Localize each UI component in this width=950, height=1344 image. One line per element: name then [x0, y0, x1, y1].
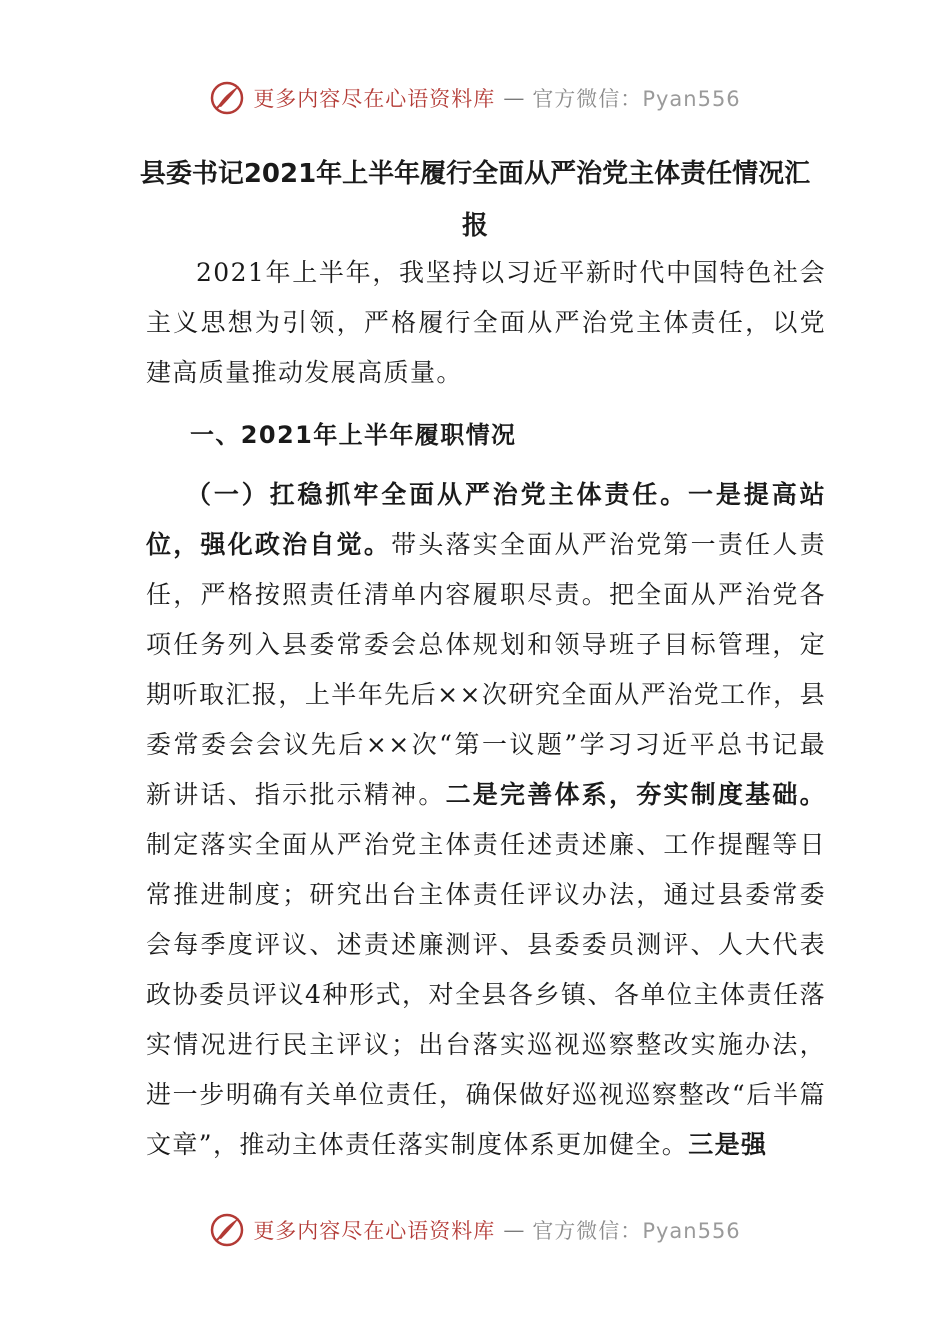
point-2-title: 二是完善体系，夯实制度基础。: [445, 780, 826, 809]
title-line-2: 报: [461, 211, 488, 241]
subsection-heading: （一）扛稳抓牢全面从严治党主体责任。: [186, 480, 689, 509]
quill-logo-icon: [209, 1212, 245, 1248]
point-1-title: 一是提高站位，强化政治自觉。: [146, 480, 826, 559]
watermark-dash: —: [503, 86, 525, 110]
body-paragraph: [146, 470, 826, 1170]
section-heading: 一、2021年上半年履职情况: [190, 421, 517, 449]
watermark-brand: 更多内容尽在心语资料库: [253, 1219, 496, 1243]
quill-logo-icon: [209, 80, 245, 116]
document-title: [120, 148, 830, 252]
watermark-banner-bottom: [0, 1212, 950, 1248]
watermark-dash: —: [503, 1218, 525, 1242]
point-2-body: 制定落实全面从严治党主体责任述责述廉、工作提醒等日常推进制度；研究出台主体责任评议办法，通过县委常委会每季度评议、述责述廉测评、县委委员测评、人大代表政协委员评议4种形式，对全县各乡镇、各单位主体责任落实情况进行民主评议；出台落实巡视巡察整改实施办法，进一步明确有关单位责任，确保做好巡视巡察整改“后半篇文章”，推动主体责任落实制度体系更加健全。: [146, 830, 826, 1159]
intro-paragraph: 2021年上半年，我坚持以习近平新时代中国特色社会主义思想为引领，严格履行全面从严治党主体责任，以党建高质量推动发展高质量。: [146, 258, 826, 387]
title-line-1: 县委书记2021年上半年履行全面从严治党主体责任情况汇: [139, 159, 811, 189]
point-1-body: 带头落实全面从严治党第一责任人责任，严格按照责任清单内容履职尽责。把全面从严治党各项任务列入县委常委会总体规划和领导班子目标管理，定期听取汇报，上半年先后××次研究全面从严治党工作，县委常委会会议先后××次“第一议题”学习习近平总书记最新讲话、指示批示精神。: [146, 530, 827, 809]
watermark-brand: 更多内容尽在心语资料库: [253, 87, 496, 111]
point-3-title: 三是强: [688, 1130, 768, 1159]
watermark-contact: [532, 1215, 740, 1245]
contact-label: 官方微信：: [532, 87, 643, 111]
watermark-contact: [532, 83, 740, 113]
contact-label: 官方微信：: [532, 1219, 643, 1243]
contact-id: Pyan556: [642, 87, 741, 111]
contact-id: Pyan556: [642, 1219, 741, 1243]
watermark-banner-top: [0, 80, 950, 116]
